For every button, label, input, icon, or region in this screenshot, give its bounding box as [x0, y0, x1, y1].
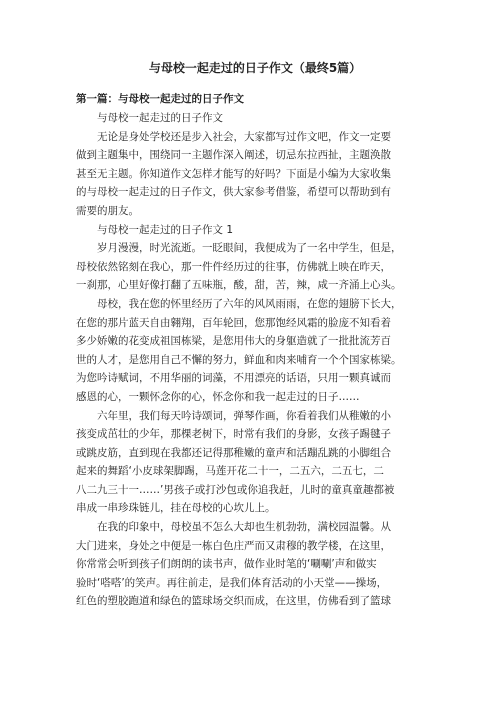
text-line: 或跳皮筋，直到现在我都还记得那稚嫩的童声和活蹦乱跳的小脚组合: [76, 446, 391, 459]
text-line: 孩变成茁壮的少年，那棵老树下，时常有我们的身影，女孩子踢毽子: [76, 428, 391, 441]
section-heading: 第一篇：与母校一起走过的日子作文: [76, 93, 244, 105]
document-title: 与母校一起走过的日子作文（最终5篇）: [148, 61, 362, 75]
document-body: [76, 109, 434, 611]
text-line: 起来的舞蹈‘小皮球架脚踢，马莲开花二十一，二五六，二五七，二: [76, 465, 384, 478]
text-line: 母校依然铭刻在我心，那一件件经历过的往事，仿佛就上映在昨天，: [76, 260, 391, 273]
text-line: 串成一串珍珠链儿，挂在母校的心坎儿上。: [76, 502, 276, 515]
text-line: 一刹那，心里好像打翻了五味瓶，酸，甜，苦，辣，咸一齐涌上心头。: [76, 279, 402, 292]
text-line: 与母校一起走过的日子作文 1: [97, 223, 234, 236]
text-line: 六年里，我们每天吟诗颂词，弹琴作画，你看着我们从稚嫩的小: [97, 409, 391, 422]
text-line: 岁月漫漫，时光流逝。一眨眼间，我便成为了一名中学生，但是，: [97, 242, 402, 255]
text-line: 世的人才，是您用自己不懈的努力，鲜血和肉来哺育一个个国家栋梁。: [76, 353, 402, 366]
text-line: 母校，我在您的怀里经历了六年的风风雨雨，在您的翅膀下长大，: [97, 297, 402, 310]
text-line: 大门进来，身处之中便是一栋白色庄严而又肃穆的教学楼，在这里，: [76, 539, 391, 552]
text-line: 与母校一起走过的日子作文: [97, 112, 223, 124]
text-line: 为您吟诗赋词，不用华丽的词藻，不用漂亮的话语，只用一颗真诚而: [76, 372, 391, 385]
text-line: 的与母校一起走过的日子作文，供大家参考借鉴，希望可以帮助到有: [76, 186, 391, 199]
text-line: 多少娇嫩的花变成祖国栋梁，是您用伟大的身躯造就了一批批流芳百: [76, 335, 391, 348]
text-line: 八二九三十一……’男孩子或打沙包或你追我赶，儿时的童真童趣都被: [76, 483, 395, 496]
text-line: 甚至无主题。你知道作文怎样才能写的好吗？下面是小编为大家收集: [76, 167, 391, 180]
text-line: 无论是身处学校还是步入社会，大家都写过作文吧，作文一定要: [97, 130, 391, 143]
text-line: 在我的印象中，母校虽不怎么大却也生机勃勃，满校园温馨。从: [97, 521, 391, 534]
text-line: 需要的朋友。: [76, 204, 139, 217]
text-line: 在您的那片蓝天自由翱翔，百年轮回，您那饱经风霜的脸庞不知看着: [76, 316, 391, 329]
text-line: 红色的塑胶跑道和绿色的篮球场交织而成，在这里，仿佛看到了篮球: [76, 595, 391, 608]
text-line: 验时‘嗒嗒’的笑声。再往前走，是我们体育活动的小天堂——操场，: [76, 576, 388, 589]
text-line: 做到主题集中，围绕同一主题作深入阐述，切忌东拉西扯，主题涣散: [76, 149, 391, 162]
text-line: 你常常会听到孩子们朗朗的读书声，做作业时笔的‘唰唰’声和做实: [76, 558, 377, 571]
text-line: 感恩的心，一颗怀念你的心，怀念你和我一起走过的日子……: [76, 390, 360, 403]
